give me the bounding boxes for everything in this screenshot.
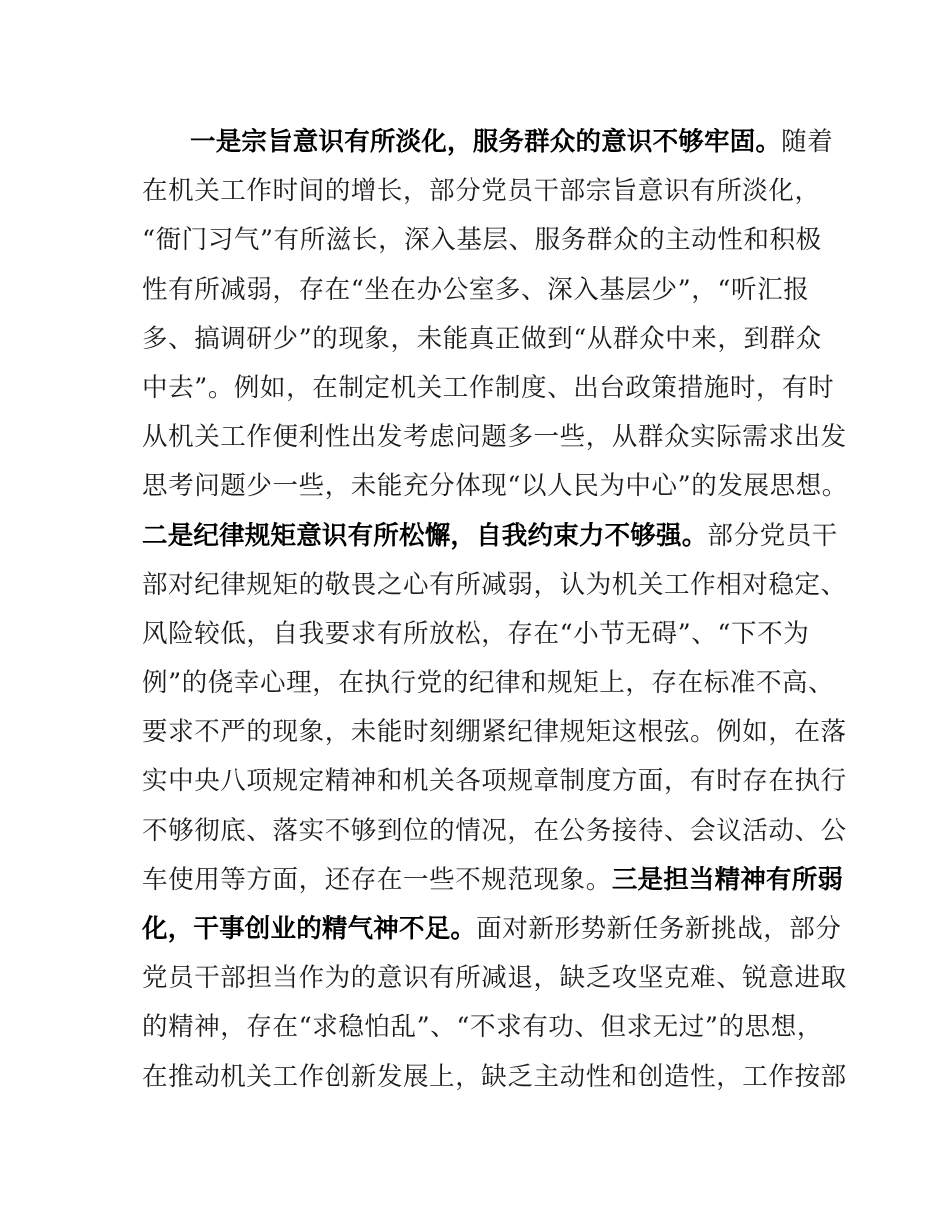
body-text: 在机关工作时间的增长，部分党员干部宗旨意识有所淡化， (142, 176, 821, 207)
text-line (142, 266, 822, 315)
body-text: 随着 (781, 127, 834, 157)
body-text: “衙门习气”有所滋长，深入基层、服务群众的主动性和积极 (142, 225, 822, 256)
body-text: 的精神，存在“求稳怕乱”、“不求有功、但求无过”的思想， (142, 1012, 823, 1043)
text-line (142, 315, 822, 364)
bold-heading-text: 化，干事创业的精气神不足。 (142, 914, 477, 944)
text-line (142, 167, 822, 216)
text-line (142, 708, 847, 757)
text-line (142, 462, 848, 511)
text-line (142, 1003, 822, 1052)
bold-heading-text: 三是担当精神有所弱 (611, 864, 844, 895)
text-line (142, 512, 838, 561)
body-text: 部分党员干 (707, 520, 838, 551)
text-line (142, 954, 847, 1003)
body-text: 要求不严的现象，未能时刻绷紧纪律规矩这根弦。例如，在落 (142, 717, 847, 748)
text-line (142, 807, 847, 856)
body-text: 部对纪律规矩的敬畏之心有所减弱，认为机关工作相对稳定、 (142, 569, 847, 600)
body-text: 在推动机关工作创新发展上，缺乏主动性和创造性，工作按部 (142, 1061, 847, 1092)
body-text: 实中央八项规定精神和机关各项规章制度方面，有时存在执行 (142, 766, 847, 797)
body-text: 从机关工作便利性出发考虑问题多一些，从群众实际需求出发 (142, 422, 847, 453)
text-line (142, 659, 835, 708)
body-text: 多、搞调研少”的现象，未能真正做到“从群众中来，到群众 (142, 323, 822, 354)
text-line (142, 413, 847, 462)
body-text: 风险较低，自我要求有所放松，存在“小节无碍”、“下不为 (142, 618, 810, 649)
bold-heading-text: 二是纪律规矩意识有所松懈，自我约束力不够强。 (142, 520, 708, 551)
text-line (142, 364, 835, 413)
bold-heading-text: 一是宗旨意识有所淡化，服务群众的意识不够牢固。 (190, 127, 782, 157)
body-text: 例”的侥幸心理，在执行党的纪律和规矩上，存在标准不高、 (142, 668, 835, 699)
text-line (142, 610, 822, 659)
text-line (142, 856, 844, 905)
text-line (142, 216, 822, 265)
text-line (142, 561, 847, 610)
body-text: 面对新形势新任务新挑战，部分 (476, 914, 842, 944)
body-text: 党员干部担当作为的意识有所减退，缺乏攻坚克难、锐意进取 (142, 963, 847, 994)
body-text: 思考问题少一些，未能充分体现“以人民为中心”的发展思想。 (142, 471, 848, 502)
text-line (142, 1053, 847, 1102)
document-body (142, 118, 848, 1102)
body-text: 不够彻底、落实不够到位的情况，在公务接待、会议活动、公 (142, 815, 847, 846)
text-line (142, 757, 847, 806)
body-text: 性有所减弱，存在“坐在办公室多、深入基层少”，“听汇报 (142, 274, 810, 305)
body-text: 车使用等方面，还存在一些不规范现象。 (142, 864, 612, 895)
text-line (142, 905, 842, 954)
text-line (142, 118, 834, 167)
body-text: 中去”。例如，在制定机关工作制度、出台政策措施时，有时 (142, 372, 835, 403)
